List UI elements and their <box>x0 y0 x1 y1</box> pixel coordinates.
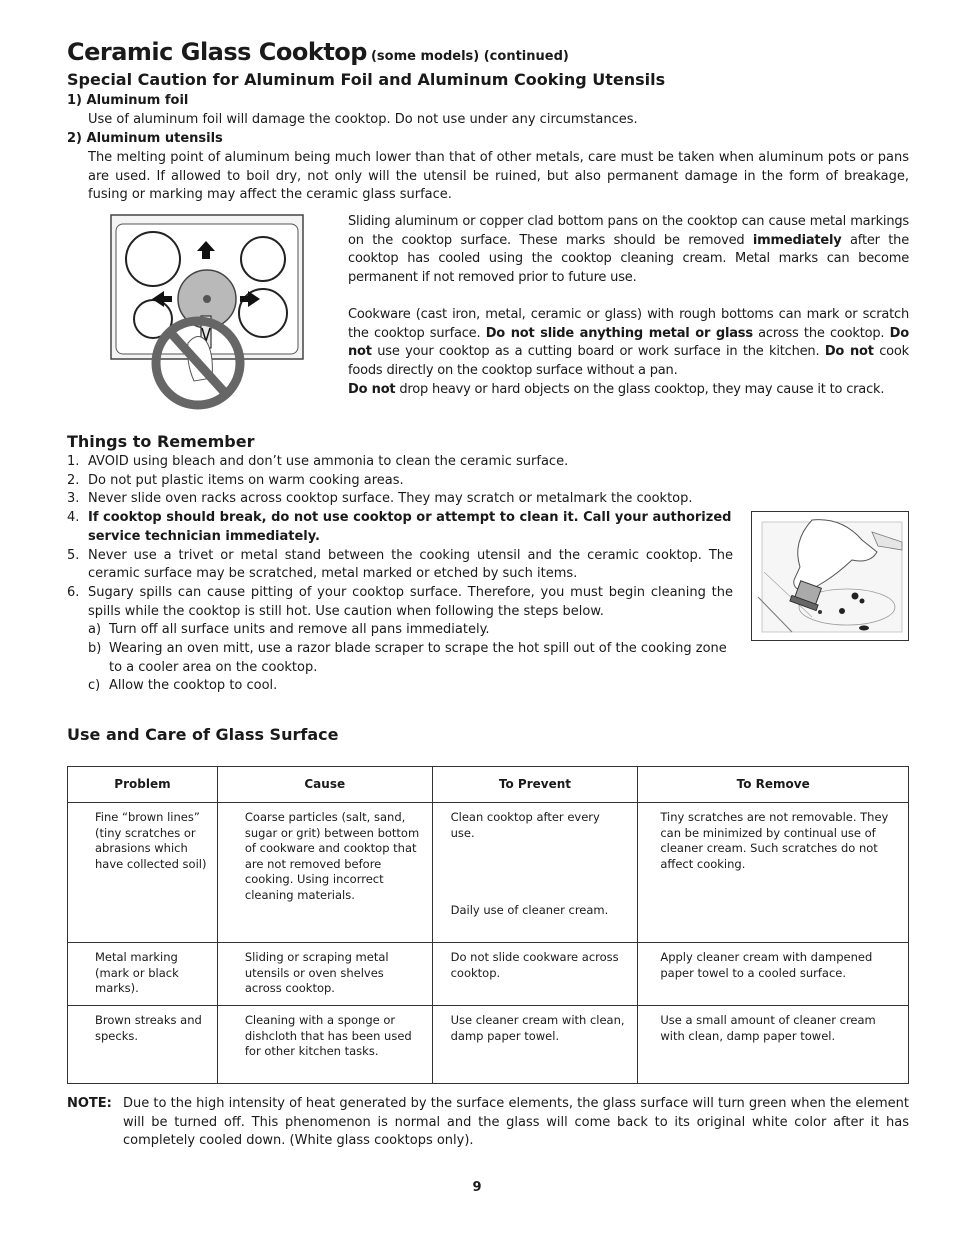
sliding-p2-text-g: cook foods directly on the cooktop surface without a pan. <box>348 344 910 379</box>
cause-cell: Sliding or scraping metal utensils or oven shelves across cooktop. <box>217 943 432 1006</box>
problem-cell: Brown streaks and specks. <box>68 1006 218 1084</box>
sliding-paragraph-1 <box>348 213 909 288</box>
list-subitem <box>67 640 733 677</box>
cooktop-illustration-svg <box>108 213 308 411</box>
prevent-text-a: Clean cooktop after every use. <box>450 810 600 840</box>
list-item-number: 1. <box>67 454 80 469</box>
remove-cell: Use a small amount of cleaner cream with clean, damp paper towel. <box>638 1006 909 1084</box>
list-item-number: 4. <box>67 510 80 526</box>
prevent-text-b: Daily use of cleaner cream. <box>450 903 609 918</box>
sliding-p2-emphasis-b: Do not slide anything metal or glass <box>485 325 753 341</box>
note-block <box>67 1095 909 1151</box>
table-row <box>68 1006 909 1084</box>
list-item <box>67 584 733 621</box>
sliding-p1-text-c: after the cooktop has cooled using the cooktop cleaning cream. Metal marks can become permanent if not removed prior to future use. <box>348 232 909 286</box>
table-header-row <box>68 767 909 803</box>
page-number: 9 <box>472 1180 482 1195</box>
things-to-remember-heading: Things to Remember <box>67 432 255 451</box>
scraper-illustration-svg <box>752 512 908 640</box>
sliding-p1-text-a: Sliding aluminum or copper clad bottom pans on the cooktop can cause metal markings on the cooktop surface. These marks should be removed <box>348 214 909 248</box>
list-subitem-letter: b) <box>88 641 102 657</box>
problem-cell: Metal marking (mark or black marks). <box>68 943 218 1006</box>
list-item-number: 3. <box>67 491 80 507</box>
table-row <box>68 803 909 943</box>
list-subitem-letter: c) <box>88 678 101 694</box>
table-row <box>68 943 909 1006</box>
note-label: NOTE: <box>67 1096 112 1111</box>
aluminum-utensils-text: The melting point of aluminum being much lower than that of other metals, care must be taken when aluminum pots or pans are used. If allowed to boil dry, not only will the utensil be ruined, but also permanent damage in the form of breakage, fusing or marking may affect the ceramic glass surface. <box>88 150 909 203</box>
remove-cell: Tiny scratches are not removable. They can be minimized by continual use of cleaner cream. Such scratches do not affect cooking. <box>638 803 909 943</box>
column-header-cause: Cause <box>217 767 432 803</box>
cause-cell: Cleaning with a sponge or dishcloth that has been used for other kitchen tasks. <box>217 1006 432 1084</box>
sliding-p2-text-a: Cookware (cast iron, metal, ceramic or glass) with rough bottoms can mark or scratch the cooktop surface. <box>348 307 909 341</box>
sliding-p2-text-c: across the cooktop. <box>752 325 890 341</box>
list-item-number: 5. <box>67 547 80 563</box>
column-header-prevent: To Prevent <box>432 767 638 803</box>
sliding-paragraph-2 <box>348 306 909 381</box>
things-to-remember-list <box>67 453 733 696</box>
page-title-text: Ceramic Glass Cooktop <box>67 38 367 66</box>
list-item-text: Sugary spills can cause pitting of your cooktop surface. Therefore, you must begin cleaning the spills while the cooktop is still hot. Use caution when following the steps below. <box>88 584 733 619</box>
list-item-text: Never use a trivet or metal stand between the cooking utensil and the ceramic cooktop. The ceramic surface may be scratched, metal marked or etched by such items. <box>88 547 733 582</box>
sliding-p3-emphasis: Do not <box>348 382 396 397</box>
sliding-paragraph-3 <box>348 381 909 400</box>
remove-cell: Apply cleaner cream with dampened paper towel to a cooled surface. <box>638 943 909 1006</box>
column-header-problem: Problem <box>68 767 218 803</box>
prevent-cell <box>432 803 638 943</box>
list-subitem-text: Allow the cooktop to cool. <box>109 678 278 694</box>
sliding-p2-emphasis-f: Do not <box>824 344 874 360</box>
sliding-p2-text-e: use your cooktop as a cutting board or work surface in the kitchen. <box>371 344 825 360</box>
list-subitem-text: Wearing an oven mitt, use a razor blade scraper to scrape the hot spill out of the cooking zone to a cooler area on the cooktop. <box>109 641 727 675</box>
prevent-cell: Do not slide cookware across cooktop. <box>432 943 638 1006</box>
list-subitem-letter: a) <box>88 622 102 638</box>
sliding-p3-text: drop heavy or hard objects on the glass cooktop, they may cause it to crack. <box>395 382 885 397</box>
page-title-suffix: (some models) (continued) <box>370 49 569 64</box>
list-subitem-text: Turn off all surface units and remove all pans immediately. <box>109 622 490 638</box>
aluminum-utensils-label: 2) Aluminum utensils <box>67 131 223 146</box>
problem-cell: Fine “brown lines” (tiny scratches or abrasions which have collected soil) <box>68 803 218 943</box>
use-and-care-heading: Use and Care of Glass Surface <box>67 725 339 744</box>
aluminum-foil-label: 1) Aluminum foil <box>67 93 189 108</box>
aluminum-foil-text: Use of aluminum foil will damage the cooktop. Do not use under any circumstances. <box>88 112 638 127</box>
list-item-text: If cooktop should break, do not use cooktop or attempt to clean it. Call your authorized service technician immediately. <box>88 510 732 544</box>
list-item <box>67 472 733 491</box>
list-item-number: 2. <box>67 472 80 488</box>
list-subitem <box>67 621 733 640</box>
list-item-number: 6. <box>67 584 80 600</box>
sliding-p2-emphasis-d: Do not <box>348 325 909 360</box>
cause-cell: Coarse particles (salt, sand, sugar or grit) between bottom of cookware and cooktop that are not removed before cooking. Using incorrect cleaning materials. <box>217 803 432 943</box>
prevent-cell: Use cleaner cream with clean, damp paper towel. <box>432 1006 638 1084</box>
list-item-text: Never slide oven racks across cooktop surface. They may scratch or metalmark the cooktop. <box>88 491 693 507</box>
page-title <box>67 38 569 66</box>
list-item <box>67 547 733 584</box>
list-item <box>67 453 733 472</box>
list-item-text: AVOID using bleach and don’t use ammonia to clean the ceramic surface. <box>88 454 569 469</box>
scraper-cleaning-illustration <box>751 511 909 641</box>
note-text: Due to the high intensity of heat generated by the surface elements, the glass surface will turn green when the element will be turned off. This phenomenon is normal and the glass will come back to its original white color after it has completely cooled down. (White glass cooktops only). <box>123 1096 909 1149</box>
list-item-warning <box>67 509 733 546</box>
list-subitem <box>67 677 733 696</box>
glass-surface-care-table <box>67 766 909 1084</box>
column-header-remove: To Remove <box>638 767 909 803</box>
list-item <box>67 490 848 509</box>
list-item-text: Do not put plastic items on warm cooking areas. <box>88 472 404 488</box>
cooktop-no-sliding-illustration <box>108 213 308 411</box>
sliding-p1-emphasis: immediately <box>752 232 842 248</box>
section-subtitle: Special Caution for Aluminum Foil and Aluminum Cooking Utensils <box>67 70 666 89</box>
